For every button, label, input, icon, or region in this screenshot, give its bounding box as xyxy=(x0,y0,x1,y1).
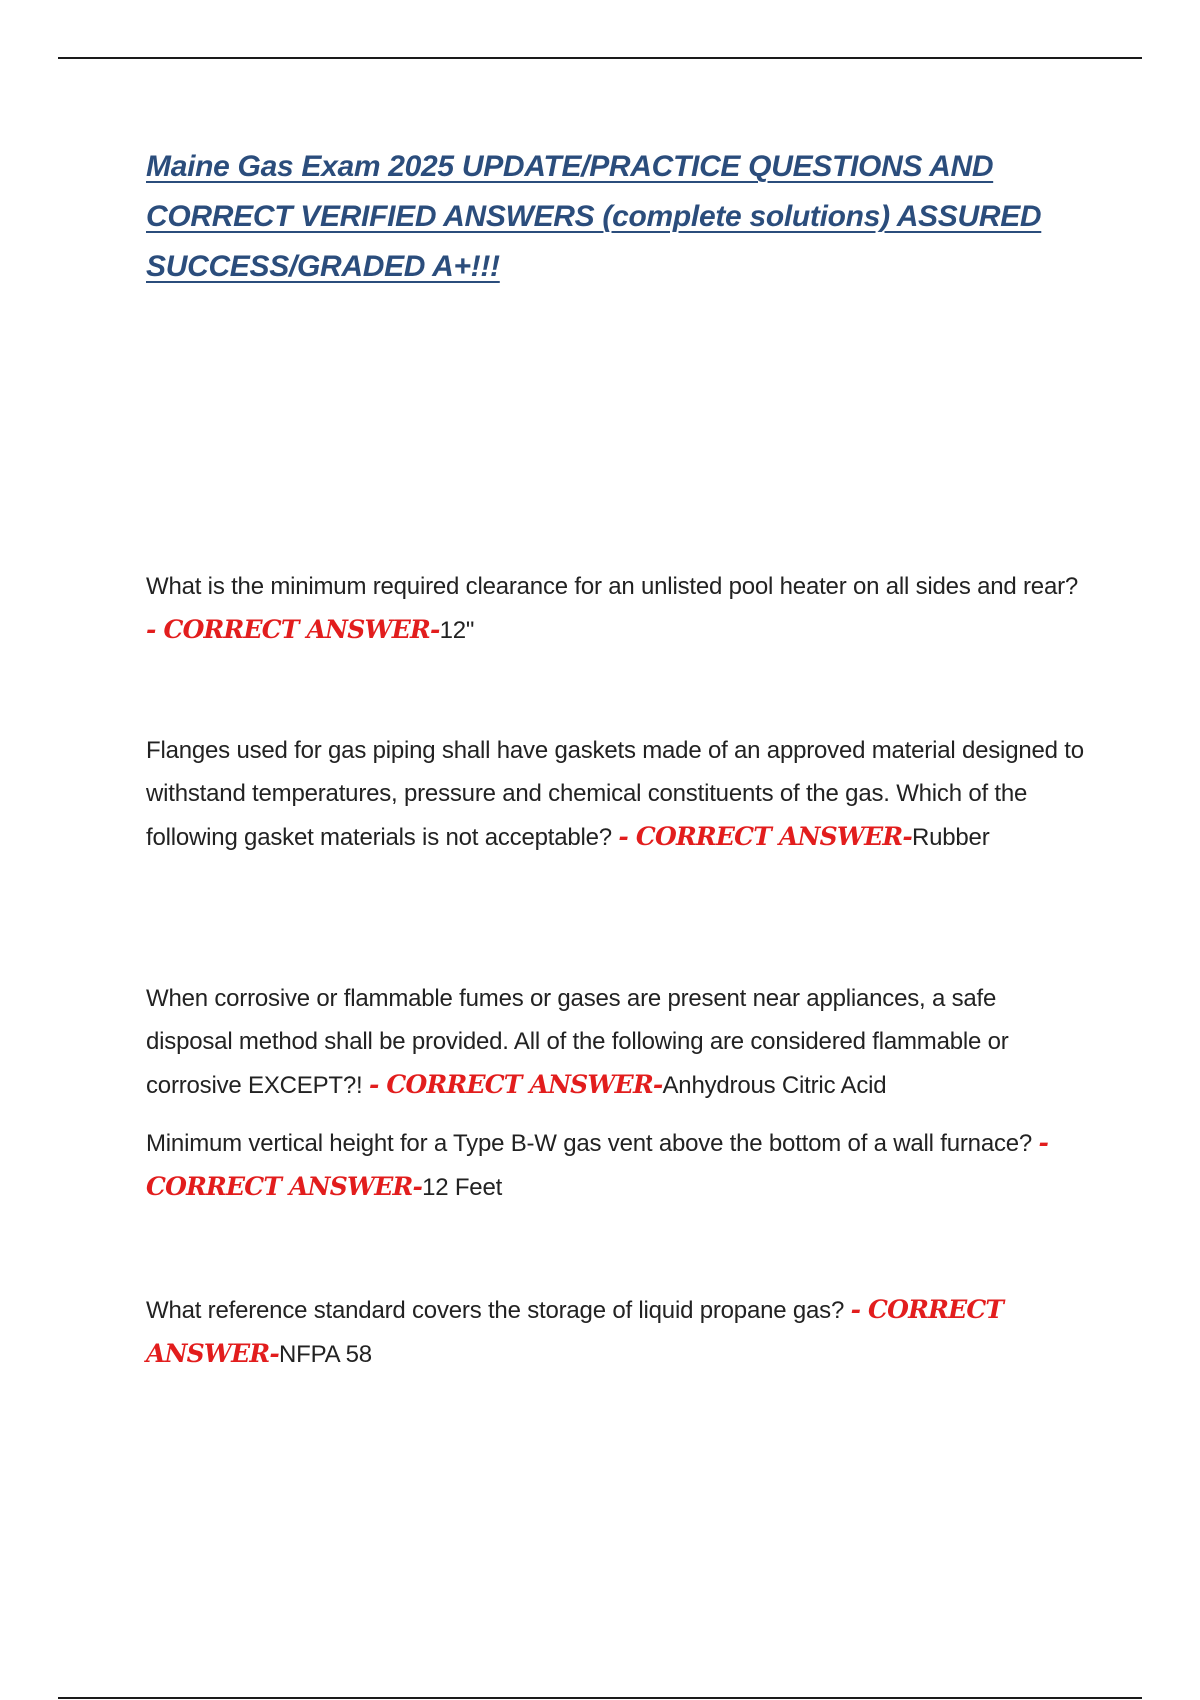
page-bottom-rule xyxy=(58,1697,1142,1699)
question-text: When corrosive or flammable fumes or gases are present near appliances, a safe disposal method shall be provided. All of the following are considered flammable or corrosive EXCEPT?! xyxy=(146,985,1009,1099)
correct-answer-tag: - CORRECT ANSWER- xyxy=(146,615,440,644)
correct-answer-tag: - CORRECT ANSWER- xyxy=(618,822,912,851)
answer-text: Anhydrous Citric Acid xyxy=(662,1072,887,1099)
answer-text: 12 Feet xyxy=(422,1174,503,1201)
qa-item-1 xyxy=(146,565,1086,652)
question-text: What reference standard covers the storage of liquid propane gas? xyxy=(146,1297,851,1324)
question-text: Flanges used for gas piping shall have gaskets made of an approved material designed to withstand temperatures, pressure and chemical constituents of the gas. Which of the following gasket materials is not acceptable? xyxy=(146,737,1084,851)
answer-text: NFPA 58 xyxy=(279,1341,372,1368)
question-text: What is the minimum required clearance for an unlisted pool heater on all sides and rear? xyxy=(146,573,1079,600)
question-text: Minimum vertical height for a Type B-W gas vent above the bottom of a wall furnace? xyxy=(146,1130,1039,1157)
qa-item-4 xyxy=(146,1121,1086,1209)
qa-item-3 xyxy=(146,977,1086,1107)
qa-item-5 xyxy=(146,1288,1086,1376)
page-top-rule xyxy=(58,57,1142,59)
answer-text: Rubber xyxy=(911,824,990,851)
qa-item-2 xyxy=(146,729,1086,859)
document-title: Maine Gas Exam 2025 UPDATE/PRACTICE QUESTIONS AND CORRECT VERIFIED ANSWERS (complete solutions) ASSURED SUCCESS/GRADED A+!!! xyxy=(146,150,1042,283)
answer-text: 12" xyxy=(439,617,475,644)
correct-answer-tag: - CORRECT ANSWER- xyxy=(146,1295,1004,1368)
correct-answer-tag: - CORRECT ANSWER- xyxy=(146,1128,1049,1201)
correct-answer-tag: - CORRECT ANSWER- xyxy=(368,1070,663,1099)
